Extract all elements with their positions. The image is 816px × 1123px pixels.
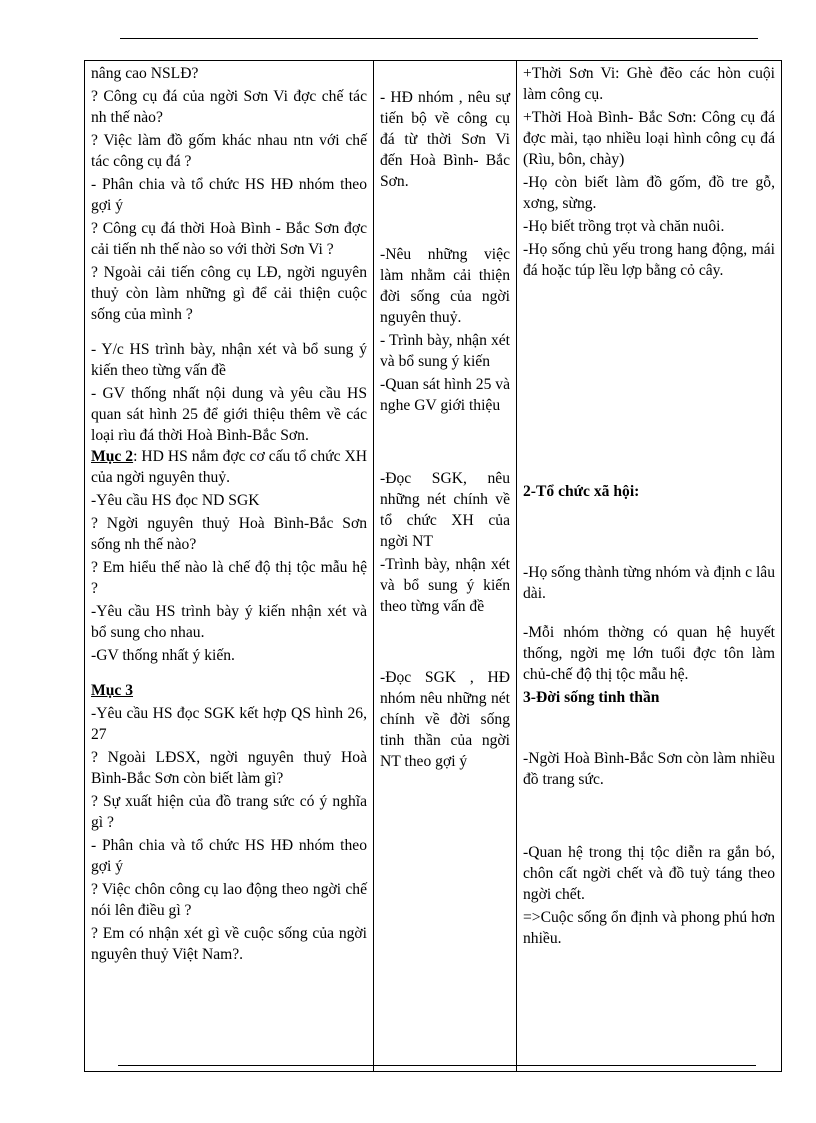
col3-text: =>Cuộc sống ổn định và phong phú hơn nhiều. bbox=[523, 909, 775, 947]
col2-text: - HĐ nhóm , nêu sự tiến bộ về công cụ đá từ thời Sơn Vi đến Hoà Bình- Bắc Sơn. bbox=[380, 89, 510, 190]
col1-text: -Yêu cầu HS đọc SGK kết hợp QS hình 26, 27 bbox=[91, 705, 367, 743]
col3-text: +Thời Hoà Bình- Bắc Sơn: Công cụ đá đợc mài, tạo nhiều loại hình công cụ đá (Rìu, bôn, chày) bbox=[523, 109, 775, 168]
col2-text: -Trình bày, nhận xét và bổ sung ý kiến theo từng vấn đề bbox=[380, 556, 510, 615]
col1-text: ? Sự xuất hiện của đồ trang sức có ý nghĩa gì ? bbox=[91, 793, 367, 831]
col1-text: ? Công cụ đá của ngời Sơn Vi đợc chế tác nh thế nào? bbox=[91, 88, 367, 126]
section-heading-social: 2-Tổ chức xã hội: bbox=[523, 483, 640, 500]
lesson-table bbox=[84, 60, 782, 1072]
col3-text: -Họ sống chủ yếu trong hang động, mái đá hoặc túp lều lợp bằng cỏ cây. bbox=[523, 241, 775, 279]
col2-text: -Nêu những việc làm nhằm cải thiện đời sống của ngời nguyên thuỷ. bbox=[380, 246, 510, 326]
col1-text: ? Công cụ đá thời Hoà Bình - Bắc Sơn đợc cải tiến nh thế nào so với thời Sơn Vi ? bbox=[91, 220, 367, 258]
col3-text: -Ngời Hoà Bình-Bắc Sơn còn làm nhiều đồ trang sức. bbox=[523, 750, 775, 788]
col3-text: -Họ biết trồng trọt và chăn nuôi. bbox=[523, 218, 725, 235]
col2-text: -Đọc SGK , HĐ nhóm nêu những nét chính về đời sống tinh thần của ngời NT theo gợi ý bbox=[380, 669, 510, 770]
teacher-activity-column bbox=[85, 61, 374, 1072]
col1-text: -GV thống nhất ý kiến. bbox=[91, 647, 235, 664]
col2-text: -Quan sát hình 25 và nghe GV giới thiệu bbox=[380, 376, 510, 414]
col1-text: ? Ngoài cải tiến công cụ LĐ, ngời nguyên thuỷ còn làm những gì để cải thiện cuộc sống của mình ? bbox=[91, 264, 367, 323]
col1-text: ? Em có nhận xét gì về cuộc sống của ngời nguyên thuỷ Việt Nam?. bbox=[91, 925, 367, 963]
col1-text: ? Ngời nguyên thuỷ Hoà Bình-Bắc Sơn sống nh thế nào? bbox=[91, 515, 367, 553]
col1-text: ? Việc làm đồ gốm khác nhau ntn với chế tác công cụ đá ? bbox=[91, 132, 367, 170]
col1-text: - GV thống nhất nội dung và yêu cầu HS quan sát hình 25 để giới thiệu thêm về các loại rìu đá thời Hoà Bình-Bắc Sơn. bbox=[91, 385, 367, 444]
col3-text: -Mỗi nhóm thờng có quan hệ huyết thống, ngời mẹ lớn tuổi đợc tôn làm chủ-chế độ thị tộc mẫu hệ. bbox=[523, 624, 775, 683]
col3-text: -Quan hệ trong thị tộc diễn ra gắn bó, chôn cất ngời chết và đồ tuỳ táng theo ngời chết. bbox=[523, 844, 775, 903]
col1-text: nâng cao NSLĐ? bbox=[91, 65, 199, 82]
muc2-label: Mục 2 bbox=[91, 448, 134, 465]
table-row bbox=[85, 61, 782, 1072]
muc3-label: Mục 3 bbox=[91, 682, 134, 699]
col1-text: - Phân chia và tổ chức HS HĐ nhóm theo gợi ý bbox=[91, 176, 367, 214]
col3-text: -Họ sống thành từng nhóm và định c lâu dài. bbox=[523, 564, 775, 602]
col2-text: - Trình bày, nhận xét và bổ sung ý kiến bbox=[380, 332, 510, 370]
footer-rule bbox=[118, 1065, 756, 1066]
col1-text: ? Việc chôn công cụ lao động theo ngời chế nói lên điều gì ? bbox=[91, 881, 367, 919]
col1-text: -Yêu cầu HS đọc ND SGK bbox=[91, 492, 260, 509]
col3-text: +Thời Sơn Vi: Ghè đẽo các hòn cuội làm công cụ. bbox=[523, 65, 775, 103]
col1-text: - Phân chia và tổ chức HS HĐ nhóm theo gợi ý bbox=[91, 837, 367, 875]
muc2-text: : HD HS nắm đợc cơ cấu tổ chức XH của ngời nguyên thuỷ. bbox=[91, 448, 367, 486]
col1-text: ? Em hiểu thế nào là chế độ thị tộc mẫu hệ ? bbox=[91, 559, 367, 597]
col2-text: -Đọc SGK, nêu những nét chính về tổ chức XH của ngời NT bbox=[380, 470, 510, 550]
student-activity-column bbox=[374, 61, 517, 1072]
section-heading-muc2 bbox=[91, 446, 367, 488]
section-heading-muc3 bbox=[91, 680, 367, 701]
col1-text: ? Ngoài LĐSX, ngời nguyên thuỷ Hoà Bình-Bắc Sơn còn biết làm gì? bbox=[91, 749, 367, 787]
col3-text: -Họ còn biết làm đồ gốm, đồ tre gỗ, xơng, sừng. bbox=[523, 174, 775, 212]
section-heading-spiritual: 3-Đời sống tinh thần bbox=[523, 689, 660, 706]
header-rule bbox=[120, 38, 758, 39]
col1-text: -Yêu cầu HS trình bày ý kiến nhận xét và bổ sung cho nhau. bbox=[91, 603, 367, 641]
content-column bbox=[517, 61, 782, 1072]
col1-text: - Y/c HS trình bày, nhận xét và bổ sung ý kiến theo từng vấn đề bbox=[91, 341, 367, 379]
